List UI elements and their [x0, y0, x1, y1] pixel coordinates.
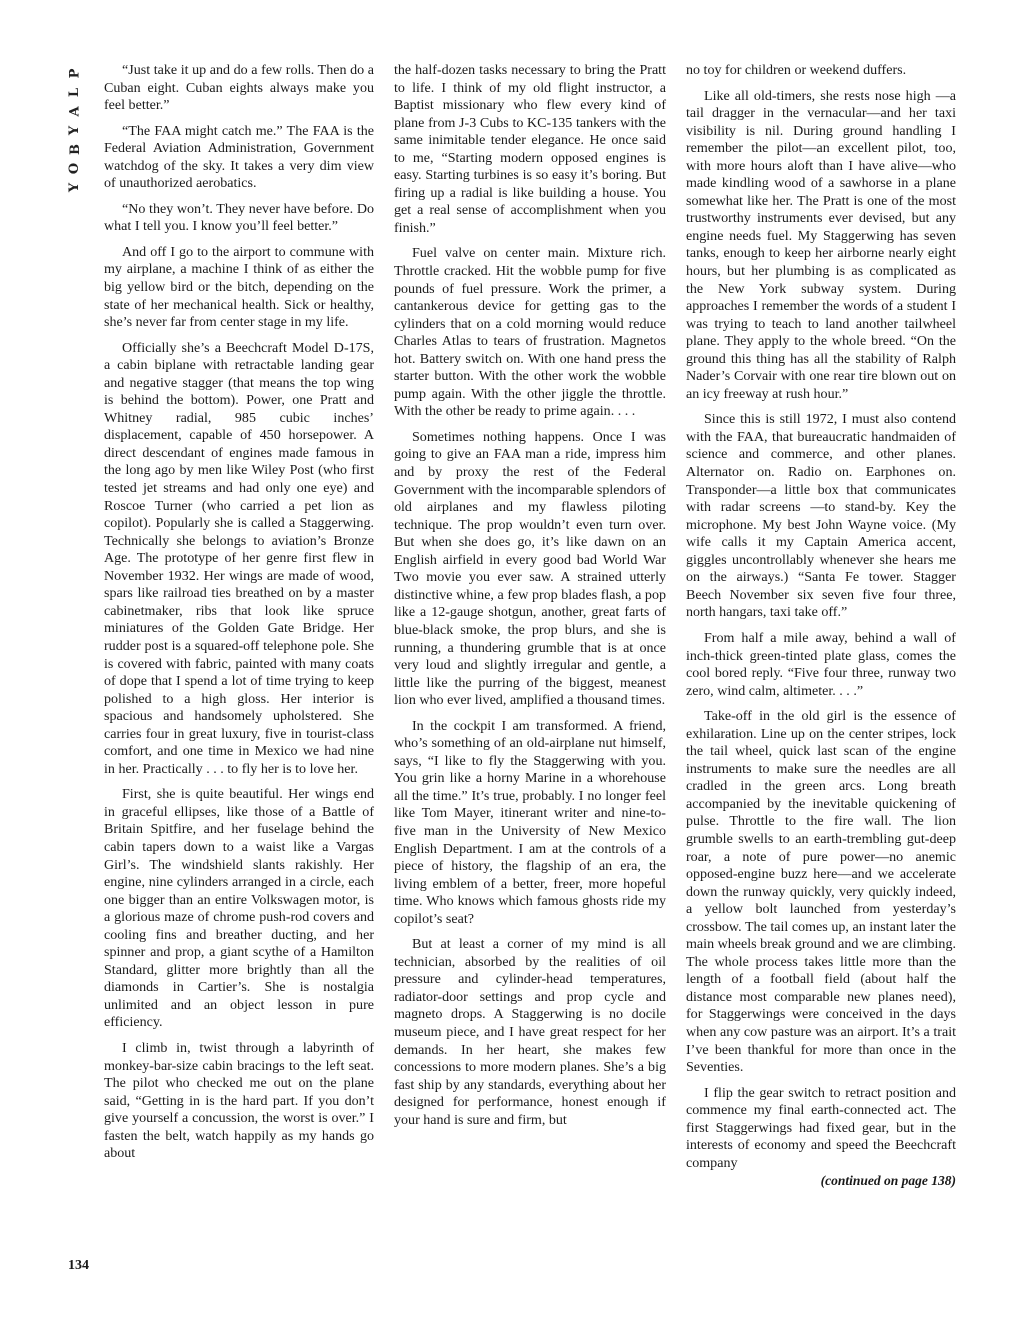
magazine-letter: Y	[67, 125, 83, 136]
page-number: 134	[68, 1258, 89, 1273]
magazine-letter: Y	[67, 182, 83, 193]
magazine-letter: B	[67, 144, 83, 155]
continued-note: (continued on page 138)	[820, 1173, 956, 1189]
paragraph: I climb in, twist through a labyrinth of monkey-bar-size cabin bracings to the left seat. The pilot who checked me out on the plane said, “Getting in is the hard part. If you don’t give yourself a concussion, the worst is over.” I fasten the belt, watch happily as my hands go about	[104, 1039, 374, 1162]
paragraph: Sometimes nothing happens. Once I was going to give an FAA man a ride, impress him and by proxy the rest of the Federal Government with the incomparable splendors of old airplanes and my flawless piloting technique. The prop wouldn’t even turn over. But when she does go, it’s like dawn on an English airfield in every good bad World War Two movie you ever saw. A strained utterly distinctive whine, a few prop blades flash, a pop like a 12-gauge shotgun, another, great farts of blue-black smoke, the prop blurs, and she is running, a thundering grumble that is at once very loud and slightly irregular and gentle, a little like the purring of the biggest, meanest lion who ever lived, amplified a thousand times.	[394, 428, 666, 709]
paragraph: the half-dozen tasks necessary to bring the Pratt to life. I think of my old flight instructor, a Baptist missionary who flew every kind of plane from J-3 Cubs to KC-135 tankers with the same inimitable tender elegance. He once said to me, “Starting modern opposed engines is easy. Starting turbines is so easy it’s boring. But firing up a radial is like building a house. You get a real sense of accomplishment when you finish.”	[394, 62, 666, 236]
magazine-letter: A	[67, 106, 83, 117]
paragraph: “Just take it up and do a few rolls. Then do a Cuban eight. Cuban eights always make you feel better.”	[104, 62, 374, 114]
paragraph: “The FAA might catch me.” The FAA is the Federal Aviation Administration, Government watchdog of the sky. It takes a very dim view of unauthorized aerobatics.	[104, 122, 374, 192]
paragraph: From half a mile away, behind a wall of inch-thick green-tinted plate glass, comes the cool bored reply. “Five four three, runway two zero, wind calm, altimeter. . . .”	[686, 629, 956, 699]
paragraph: Officially she’s a Beechcraft Model D-17S, a cabin biplane with retractable landing gear and negative stagger (that means the top wing is behind the bottom). Power, one Pratt and Whitney radial, 985 cubic inches’ displacement, capable of 450 horsepower. A direct descendant of engines made famous in the long ago by men like Wiley Post (who first tested jet streams and had only one eye) and Roscoe Turner (who carried a pet lion as copilot). Popularly she is called a Staggerwing. Technically she belongs to aviation’s Bronze Age. The prototype of her genre first flew in November 1932. Her wings are made of wood, spars like railroad ties breathed on by a master cabinetmaker, ribs that look like spruce miniatures of the Golden Gate Bridge. Her rudder post is a squared-off telephone pole. She is covered with fabric, painted with many coats of dope that I spend a lot of time trying to keep polished to a high gloss. Her interior is spacious and handsomely upholstered. She carries four in great luxury, five in tourist-class comfort, and one time in Mexico we had nine in her. Practically . . . to fly her is to love her.	[104, 339, 374, 777]
paragraph: Like all old-timers, she rests nose high —a tail dragger in the vernacular—and her taxi visibility is nil. During ground handling I remember the pilot—an excellent pilot, too, with more hours aloft than I have alive—who made kindling wood of a sawhorse in a plane somewhat like her. The Pratt is one of the most trustworthy instruments ever devised, but any engine needs fuel. My Staggerwing has seven tanks, enough to keep her airborne nearly eight hours, but her plumbing is as complicated as the New York subway system. During approaches I remember the words of a student I was trying to teach to land another tailwheel plane. They apply to the whole breed. “On the ground this thing has all the stability of Ralph Nader’s Corvair with one rear tire blown out on an icy freeway at rush hour.”	[686, 87, 956, 402]
paragraph: “No they won’t. They never have before. Do what I tell you. I know you’ll feel better.”	[104, 200, 374, 235]
paragraph: Since this is still 1972, I must also contend with the FAA, that bureaucratic handmaiden of science and commerce, and other planes. Alternator on. Radio on. Earphones on. Transponder—a little box that communicates with radar screens —to stand-by. Key the microphone. My best John Wayne voice. (My wife calls it my Captain America accent, giggles uncontrollably whenever she hears me on the airways.) “Santa Fe tower. Stagger Beech November six seven five four three, north hangars, taxi take off.”	[686, 411, 956, 621]
magazine-letter: O	[67, 162, 83, 175]
paragraph: And off I go to the airport to commune with my airplane, a machine I think of as either the big yellow bird or the bitch, depending on the state of her mechanical health. Sick or healthy, she’s never far from center stage in my life.	[104, 243, 374, 331]
paragraph: no toy for children or weekend duffers.	[686, 62, 907, 78]
paragraph: Take-off in the old girl is the essence of exhilaration. Line up on the center stripes, lock the tail wheel, quick last scan of the engine instruments to make sure the needles are all cradled in the green arcs. Long breath accompanied by the inevitable quickening of pulse. Throttle to the fire wall. The lion grumble swells to an earth-trembling gut-deep roar, a note of pure power—no anemic opposed-engine buzz here—and we accelerate down the runway quickly, very quickly indeed, a yellow bolt launched from yesterday’s crossbow. The tail comes up, an instant later the main wheels break ground and we are climbing. The whole process takes little more than the length of a football field (about half the distance most comparable new planes need), for Staggerwings were conceived in the days when any cow pasture was an airport. It’s a trait I’ve been thankful for more than once in the Seventies.	[686, 708, 956, 1076]
paragraph: In the cockpit I am transformed. A friend, who’s something of an old-airplane nut himself, says, “I like to fly the Staggerwing with you. You grin like a horny Marine in a whorehouse all the time.” It’s true, probably. I no longer feel like Tom Mayer, itinerant writer and nine-to-five man in the University of New Mexico English Department. I am at the controls of a piece of history, the flagship of an era, the living emblem of a better, freer, more hopeful time. Who knows which famous ghosts ride my copilot’s seat?	[394, 717, 666, 927]
magazine-letter: P	[67, 68, 83, 79]
paragraph: But at least a corner of my mind is all technician, absorbed by the realities of oil pressure and cylinder-head temperatures, radiator-door settings and prop cycle and magneto drops. A Staggerwing is no docile museum piece, and I have great respect for her demands. In her heart, she makes few concessions to more modern planes. She’s a big fast ship by any standards, everything about her designed for performance, honest enough if your hand is sure and firm, but	[394, 936, 666, 1128]
paragraph: Fuel valve on center main. Mixture rich. Throttle cracked. Hit the wobble pump for five pounds of fuel pressure. Work the primer, a cantankerous device for getting gas to the cylinders that on a cold morning would reduce Charles Atlas to tears of frustration. Magnetos hot. Battery switch on. With one hand press the starter button. With the other work the wobble pump again. With the other jiggle the throttle. With the other be ready to prime again. . . .	[394, 245, 666, 420]
article-column-1	[104, 62, 374, 1163]
magazine-letter: L	[67, 87, 83, 98]
article-column-3	[686, 62, 956, 1198]
paragraph: First, she is quite beautiful. Her wings end in graceful ellipses, like those of a Battle of Britain Spitfire, and her fuselage behind the cabin tapers down to a waist like a Vargas Girl’s. The windshield slants rakishly. Her engine, nine cylinders arranged in a circle, each one bigger than an entire Volkswagen motor, is a glorious maze of chrome push-rod covers and cooling fins and breather ducting, and her spinner and prop, a giant scythe of a Hamilton Standard, glitter more brightly than all the diamonds in Cartier’s. She is nostalgia unlimited and an object lesson in pure efficiency.	[104, 786, 374, 1031]
magazine-name-vertical	[60, 64, 90, 197]
article-column-2	[394, 62, 666, 1129]
paragraph: I flip the gear switch to retract position and commence my final earth-connected act. The first Staggerwings had fixed gear, but in the interests of economy and speed the Beechcraft company	[686, 1084, 956, 1171]
